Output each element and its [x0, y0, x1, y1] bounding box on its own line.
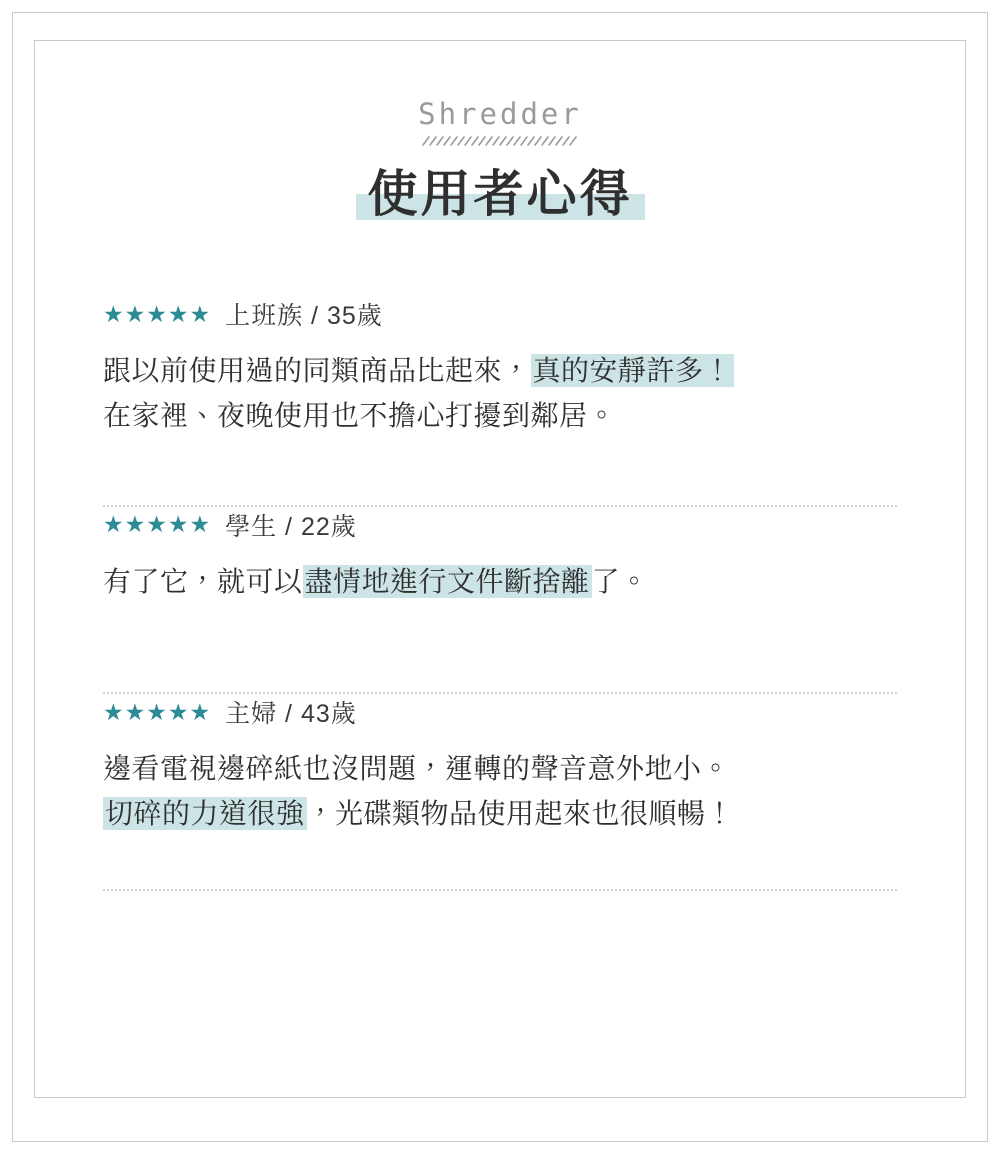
review-list — [103, 296, 897, 891]
review-header — [103, 296, 897, 332]
highlighted-text: 盡情地進行文件斷捨離 — [304, 565, 590, 597]
review-text-line — [103, 746, 897, 791]
highlighted-text: 真的安靜許多！ — [532, 355, 733, 386]
review-header — [103, 507, 897, 543]
plain-text: 有了它，就可以 — [103, 565, 303, 597]
review-text-line — [103, 348, 897, 393]
review-text — [103, 559, 897, 604]
review-item — [103, 694, 897, 889]
review-text — [103, 348, 897, 439]
review-item — [103, 507, 897, 692]
plain-text: 跟以前使用過的同類商品比起來， — [103, 355, 531, 386]
star-rating-icon: ★★★★★ — [103, 511, 212, 538]
plain-text: ，光碟類物品使用起來也很順暢！ — [306, 798, 735, 830]
highlighted-text: 切碎的力道很強 — [105, 798, 305, 830]
spacer — [103, 837, 897, 863]
page-title: 使用者心得 — [367, 166, 633, 222]
page-title-wrap — [368, 167, 633, 222]
review-text-line — [103, 791, 897, 836]
spacer — [103, 439, 897, 479]
review-divider — [103, 889, 897, 891]
review-header — [103, 694, 897, 730]
inner-border — [34, 40, 966, 1098]
review-text-line — [103, 393, 897, 438]
reviewer-label: 學生 / 22歲 — [225, 512, 357, 541]
star-rating-icon: ★★★★★ — [103, 300, 212, 327]
review-item — [103, 296, 897, 505]
star-rating-icon: ★★★★★ — [103, 698, 212, 725]
reviewer-label: 上班族 / 35歲 — [225, 302, 383, 330]
plain-text: 了。 — [591, 565, 649, 597]
spacer — [103, 604, 897, 666]
squiggle-divider-icon — [421, 135, 579, 149]
page-header — [103, 97, 897, 222]
eyebrow-label: Shredder — [418, 97, 582, 131]
page-content — [35, 41, 965, 1097]
review-text-line — [103, 559, 897, 604]
plain-text: 邊看電視邊碎紙也沒問題，運轉的聲音意外地小。 — [103, 753, 731, 785]
reviewer-label: 主婦 / 43歲 — [225, 700, 357, 729]
review-text — [103, 746, 897, 837]
plain-text: 在家裡、夜晚使用也不擔心打擾到鄰居。 — [103, 400, 617, 432]
